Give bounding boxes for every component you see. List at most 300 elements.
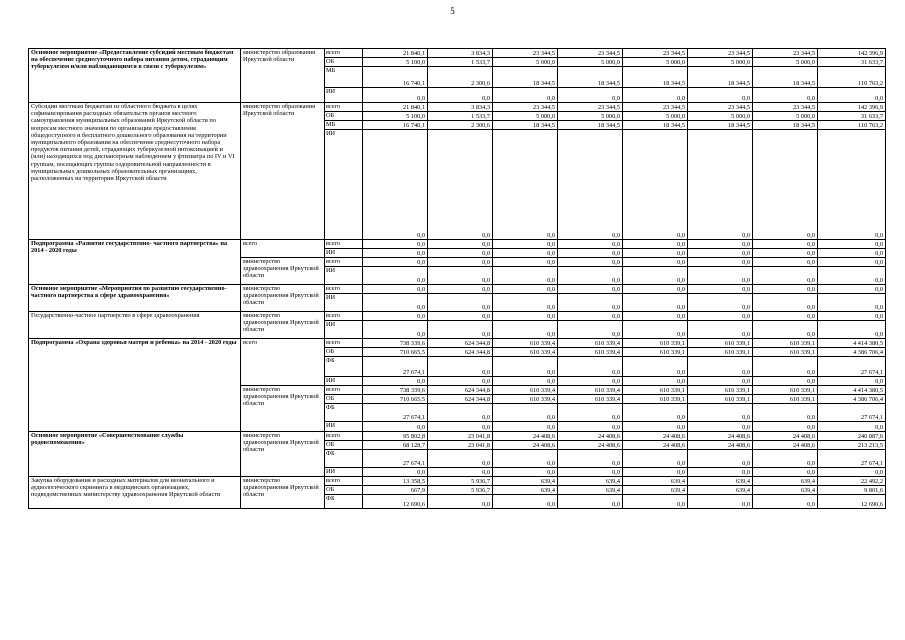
funding-source-cell: ФБ xyxy=(325,495,363,509)
funding-source-cell: ОБ xyxy=(325,441,363,450)
year-value-cell: 0,0 xyxy=(493,249,558,258)
funding-source-cell: ФБ xyxy=(325,404,363,422)
year-value-cell: 0,0 xyxy=(428,294,493,312)
year-value-cell: 610 339,4 xyxy=(493,348,558,357)
activity-name-cell: Субсидии местным бюджетам из областного бюджета в целях софинансирования расходных обязательств органов местного самоуправления муниципальных образований Иркутской области по вопросам местного значения по организации предоставления общедоступного и бесплатного дошкольного образования на территории муниципального образования на обеспечение среднесуточного набора продуктов питания детей, страдающих туберкулезной интоксикацией и (или) находящихся под диспансерным наблюдением у фтизиатра по IV и VI группам, посещающих группы оздоровительной направленности в муниципальных дошкольных образовательных организациях, расположенных на территории Иркутской области xyxy=(29,103,241,240)
year-value-cell: 710 665,5 xyxy=(363,395,428,404)
year-value-cell: 639,4 xyxy=(558,486,623,495)
year-value-cell: 0,0 xyxy=(493,377,558,386)
year-value-cell: 0,0 xyxy=(493,495,558,509)
year-value-cell: 610 339,4 xyxy=(558,395,623,404)
total-value-cell: 9 801,6 xyxy=(818,486,886,495)
year-value-cell: 0,0 xyxy=(363,285,428,294)
year-value-cell: 0,0 xyxy=(753,88,818,103)
year-value-cell: 0,0 xyxy=(623,130,688,240)
year-value-cell: 24 408,6 xyxy=(493,432,558,441)
funding-source-cell: всего xyxy=(325,432,363,441)
total-value-cell: 0,0 xyxy=(818,377,886,386)
year-value-cell: 639,4 xyxy=(493,486,558,495)
year-value-cell: 3 834,3 xyxy=(428,49,493,58)
activity-name-cell: Государственно-частное партнерство в сфере здравоохранения xyxy=(29,312,241,339)
year-value-cell: 5 000,0 xyxy=(753,112,818,121)
year-value-cell: 610 339,1 xyxy=(623,339,688,348)
year-value-cell: 21 840,1 xyxy=(363,103,428,112)
funding-source-cell: всего xyxy=(325,477,363,486)
responsible-executor-cell: всего xyxy=(241,240,325,258)
year-value-cell: 0,0 xyxy=(428,240,493,249)
year-value-cell: 610 339,1 xyxy=(623,348,688,357)
total-value-cell: 4 386 706,4 xyxy=(818,348,886,357)
year-value-cell: 0,0 xyxy=(493,258,558,267)
year-value-cell: 0,0 xyxy=(753,404,818,422)
year-value-cell: 610 339,1 xyxy=(753,339,818,348)
funding-source-cell: ИИ xyxy=(325,377,363,386)
year-value-cell: 5 100,0 xyxy=(363,112,428,121)
total-value-cell: 4 386 706,4 xyxy=(818,395,886,404)
year-value-cell: 639,4 xyxy=(493,477,558,486)
table-row xyxy=(29,339,886,348)
year-value-cell: 0,0 xyxy=(558,285,623,294)
year-value-cell: 5 000,0 xyxy=(623,112,688,121)
year-value-cell: 0,0 xyxy=(753,377,818,386)
year-value-cell: 0,0 xyxy=(363,249,428,258)
year-value-cell: 0,0 xyxy=(558,267,623,285)
total-value-cell: 0,0 xyxy=(818,422,886,432)
year-value-cell: 0,0 xyxy=(558,294,623,312)
total-value-cell: 142 396,9 xyxy=(818,103,886,112)
year-value-cell: 24 408,6 xyxy=(493,441,558,450)
year-value-cell: 0,0 xyxy=(623,404,688,422)
year-value-cell: 610 339,1 xyxy=(688,348,753,357)
year-value-cell: 0,0 xyxy=(688,450,753,468)
year-value-cell: 610 339,1 xyxy=(753,395,818,404)
year-value-cell: 0,0 xyxy=(753,267,818,285)
year-value-cell: 0,0 xyxy=(363,468,428,477)
year-value-cell: 610 339,1 xyxy=(688,395,753,404)
year-value-cell: 0,0 xyxy=(428,404,493,422)
total-value-cell: 240 887,6 xyxy=(818,432,886,441)
year-value-cell: 23 041,8 xyxy=(428,432,493,441)
year-value-cell: 624 344,8 xyxy=(428,339,493,348)
year-value-cell: 0,0 xyxy=(688,130,753,240)
year-value-cell: 0,0 xyxy=(493,321,558,339)
responsible-executor-cell: министерство здравоохранения Иркутской области xyxy=(241,386,325,432)
year-value-cell: 0,0 xyxy=(428,321,493,339)
year-value-cell: 0,0 xyxy=(428,88,493,103)
year-value-cell: 0,0 xyxy=(363,267,428,285)
year-value-cell: 24 408,6 xyxy=(558,432,623,441)
year-value-cell: 0,0 xyxy=(623,357,688,377)
year-value-cell: 610 339,4 xyxy=(558,386,623,395)
year-value-cell: 0,0 xyxy=(688,321,753,339)
year-value-cell: 5 000,0 xyxy=(558,58,623,67)
funding-source-cell: всего xyxy=(325,258,363,267)
year-value-cell: 1 533,7 xyxy=(428,58,493,67)
year-value-cell: 0,0 xyxy=(753,422,818,432)
year-value-cell: 23 344,5 xyxy=(623,103,688,112)
year-value-cell: 0,0 xyxy=(493,357,558,377)
year-value-cell: 639,4 xyxy=(558,477,623,486)
year-value-cell: 21 840,1 xyxy=(363,49,428,58)
year-value-cell: 23 344,5 xyxy=(753,103,818,112)
year-value-cell: 0,0 xyxy=(558,404,623,422)
year-value-cell: 624 344,8 xyxy=(428,386,493,395)
year-value-cell: 0,0 xyxy=(558,495,623,509)
responsible-executor-cell: министерство здравоохранения Иркутской области xyxy=(241,285,325,312)
year-value-cell: 0,0 xyxy=(363,130,428,240)
year-value-cell: 0,0 xyxy=(558,468,623,477)
funding-source-cell: ИИ xyxy=(325,130,363,240)
funding-source-cell: всего xyxy=(325,386,363,395)
year-value-cell: 18 344,5 xyxy=(558,67,623,88)
responsible-executor-cell: всего xyxy=(241,339,325,386)
year-value-cell: 2 300,6 xyxy=(428,121,493,130)
total-value-cell: 31 633,7 xyxy=(818,112,886,121)
year-value-cell: 639,4 xyxy=(753,486,818,495)
year-value-cell: 0,0 xyxy=(688,495,753,509)
year-value-cell: 5 936,7 xyxy=(428,486,493,495)
responsible-executor-cell: министерство образования Иркутской области xyxy=(241,103,325,240)
year-value-cell: 0,0 xyxy=(363,88,428,103)
year-value-cell: 24 408,6 xyxy=(558,441,623,450)
year-value-cell: 610 339,1 xyxy=(623,386,688,395)
funding-source-cell: ИИ xyxy=(325,422,363,432)
year-value-cell: 0,0 xyxy=(688,312,753,321)
year-value-cell: 0,0 xyxy=(688,249,753,258)
total-value-cell: 0,0 xyxy=(818,312,886,321)
year-value-cell: 0,0 xyxy=(623,495,688,509)
year-value-cell: 18 344,5 xyxy=(493,67,558,88)
year-value-cell: 0,0 xyxy=(428,422,493,432)
year-value-cell: 0,0 xyxy=(428,312,493,321)
year-value-cell: 18 344,5 xyxy=(688,121,753,130)
year-value-cell: 639,4 xyxy=(688,486,753,495)
year-value-cell: 0,0 xyxy=(558,312,623,321)
year-value-cell: 0,0 xyxy=(753,285,818,294)
year-value-cell: 24 408,6 xyxy=(753,432,818,441)
total-value-cell: 4 414 380,5 xyxy=(818,339,886,348)
year-value-cell: 610 339,4 xyxy=(558,339,623,348)
year-value-cell: 0,0 xyxy=(558,357,623,377)
year-value-cell: 610 339,4 xyxy=(493,339,558,348)
year-value-cell: 0,0 xyxy=(688,422,753,432)
year-value-cell: 24 408,6 xyxy=(688,441,753,450)
year-value-cell: 0,0 xyxy=(623,468,688,477)
funding-source-cell: всего xyxy=(325,240,363,249)
year-value-cell: 0,0 xyxy=(688,404,753,422)
year-value-cell: 13 358,5 xyxy=(363,477,428,486)
funding-source-cell: всего xyxy=(325,49,363,58)
year-value-cell: 0,0 xyxy=(493,404,558,422)
year-value-cell: 0,0 xyxy=(688,240,753,249)
year-value-cell: 16 740,1 xyxy=(363,121,428,130)
total-value-cell: 27 674,1 xyxy=(818,404,886,422)
year-value-cell: 18 344,5 xyxy=(558,121,623,130)
year-value-cell: 18 344,5 xyxy=(688,67,753,88)
year-value-cell: 624 344,8 xyxy=(428,395,493,404)
year-value-cell: 2 300,6 xyxy=(428,67,493,88)
year-value-cell: 0,0 xyxy=(753,130,818,240)
year-value-cell: 1 533,7 xyxy=(428,112,493,121)
year-value-cell: 0,0 xyxy=(623,312,688,321)
year-value-cell: 624 344,8 xyxy=(428,348,493,357)
total-value-cell: 110 763,2 xyxy=(818,67,886,88)
year-value-cell: 0,0 xyxy=(428,468,493,477)
year-value-cell: 0,0 xyxy=(493,468,558,477)
year-value-cell: 23 344,5 xyxy=(493,49,558,58)
total-value-cell: 0,0 xyxy=(818,249,886,258)
year-value-cell: 24 408,6 xyxy=(623,432,688,441)
year-value-cell: 0,0 xyxy=(428,285,493,294)
year-value-cell: 0,0 xyxy=(623,321,688,339)
year-value-cell: 23 344,5 xyxy=(623,49,688,58)
table-row xyxy=(29,49,886,58)
year-value-cell: 0,0 xyxy=(688,377,753,386)
year-value-cell: 639,4 xyxy=(753,477,818,486)
year-value-cell: 23 344,5 xyxy=(493,103,558,112)
year-value-cell: 23 344,5 xyxy=(558,103,623,112)
year-value-cell: 0,0 xyxy=(688,468,753,477)
year-value-cell: 610 339,4 xyxy=(558,348,623,357)
year-value-cell: 0,0 xyxy=(363,321,428,339)
year-value-cell: 0,0 xyxy=(688,267,753,285)
year-value-cell: 0,0 xyxy=(493,450,558,468)
year-value-cell: 639,4 xyxy=(623,486,688,495)
year-value-cell: 0,0 xyxy=(363,312,428,321)
total-value-cell: 213 213,5 xyxy=(818,441,886,450)
year-value-cell: 5 000,0 xyxy=(688,58,753,67)
year-value-cell: 0,0 xyxy=(753,312,818,321)
responsible-executor-cell: министерство образования Иркутской области xyxy=(241,49,325,103)
funding-source-cell: всего xyxy=(325,312,363,321)
year-value-cell: 0,0 xyxy=(688,258,753,267)
year-value-cell: 0,0 xyxy=(623,249,688,258)
funding-source-cell: ФБ xyxy=(325,357,363,377)
total-value-cell: 12 690,6 xyxy=(818,495,886,509)
year-value-cell: 0,0 xyxy=(558,422,623,432)
table-row xyxy=(29,312,886,321)
year-value-cell: 0,0 xyxy=(753,468,818,477)
funding-source-cell: всего xyxy=(325,103,363,112)
year-value-cell: 0,0 xyxy=(558,258,623,267)
year-value-cell: 0,0 xyxy=(428,249,493,258)
year-value-cell: 0,0 xyxy=(363,294,428,312)
year-value-cell: 5 000,0 xyxy=(688,112,753,121)
activity-name-cell: Основное мероприятие «Совершенствование службы родовспоможения» xyxy=(29,432,241,477)
year-value-cell: 5 000,0 xyxy=(493,112,558,121)
total-value-cell: 110 763,2 xyxy=(818,121,886,130)
year-value-cell: 18 344,5 xyxy=(623,67,688,88)
year-value-cell: 610 339,4 xyxy=(493,395,558,404)
year-value-cell: 18 344,5 xyxy=(753,67,818,88)
year-value-cell: 0,0 xyxy=(428,130,493,240)
year-value-cell: 0,0 xyxy=(428,357,493,377)
financing-table xyxy=(28,48,886,509)
activity-name-cell: Подпрограмма «Развитие государственно- частного партнерства» на 2014 - 2020 годы xyxy=(29,240,241,285)
year-value-cell: 0,0 xyxy=(363,240,428,249)
year-value-cell: 0,0 xyxy=(493,88,558,103)
year-value-cell: 0,0 xyxy=(558,130,623,240)
table-row xyxy=(29,103,886,112)
year-value-cell: 738 339,6 xyxy=(363,386,428,395)
year-value-cell: 0,0 xyxy=(753,258,818,267)
year-value-cell: 68 128,7 xyxy=(363,441,428,450)
funding-source-cell: ФБ xyxy=(325,450,363,468)
year-value-cell: 0,0 xyxy=(363,422,428,432)
year-value-cell: 0,0 xyxy=(753,240,818,249)
total-value-cell: 0,0 xyxy=(818,258,886,267)
year-value-cell: 667,9 xyxy=(363,486,428,495)
year-value-cell: 0,0 xyxy=(558,450,623,468)
table-body xyxy=(29,49,886,509)
year-value-cell: 18 344,5 xyxy=(493,121,558,130)
year-value-cell: 5 000,0 xyxy=(753,58,818,67)
year-value-cell: 23 344,5 xyxy=(688,103,753,112)
year-value-cell: 3 834,3 xyxy=(428,103,493,112)
funding-source-cell: МБ xyxy=(325,121,363,130)
activity-name-cell: Закупка оборудования и расходных материалов для неонатального и аудиологического скрининга в медицинских организациях, подведомственных министерству здравоохранения Иркутской области xyxy=(29,477,241,509)
year-value-cell: 610 339,1 xyxy=(753,348,818,357)
year-value-cell: 27 674,1 xyxy=(363,404,428,422)
funding-source-cell: ОБ xyxy=(325,486,363,495)
table-row xyxy=(29,477,886,486)
year-value-cell: 0,0 xyxy=(493,422,558,432)
year-value-cell: 0,0 xyxy=(558,88,623,103)
funding-source-cell: всего xyxy=(325,285,363,294)
year-value-cell: 18 344,5 xyxy=(753,121,818,130)
page-number: 5 xyxy=(450,6,455,16)
year-value-cell: 0,0 xyxy=(428,450,493,468)
year-value-cell: 0,0 xyxy=(753,294,818,312)
year-value-cell: 0,0 xyxy=(558,321,623,339)
total-value-cell: 0,0 xyxy=(818,285,886,294)
year-value-cell: 0,0 xyxy=(493,312,558,321)
year-value-cell: 0,0 xyxy=(363,258,428,267)
year-value-cell: 0,0 xyxy=(428,267,493,285)
total-value-cell: 0,0 xyxy=(818,267,886,285)
year-value-cell: 0,0 xyxy=(623,240,688,249)
activity-name-cell: Основное мероприятие «Предоставление субсидий местным бюджетам на обеспечение среднесуточного набора питания детям, страдающим туберкулезом и/или наблюдающимся в связи с туберкулезом» xyxy=(29,49,241,103)
responsible-executor-cell: министерство здравоохранения Иркутской области xyxy=(241,432,325,477)
year-value-cell: 24 408,6 xyxy=(753,441,818,450)
activity-name-cell: Основное мероприятие «Мероприятия по развитию государственно-частного партнерства в сфере здравоохранения» xyxy=(29,285,241,312)
year-value-cell: 0,0 xyxy=(623,294,688,312)
year-value-cell: 0,0 xyxy=(753,357,818,377)
year-value-cell: 0,0 xyxy=(623,377,688,386)
year-value-cell: 12 690,6 xyxy=(363,495,428,509)
year-value-cell: 0,0 xyxy=(558,240,623,249)
total-value-cell: 0,0 xyxy=(818,130,886,240)
funding-source-cell: ИИ xyxy=(325,294,363,312)
year-value-cell: 0,0 xyxy=(688,357,753,377)
year-value-cell: 610 339,1 xyxy=(688,339,753,348)
year-value-cell: 0,0 xyxy=(428,495,493,509)
year-value-cell: 610 339,1 xyxy=(688,386,753,395)
year-value-cell: 27 674,1 xyxy=(363,357,428,377)
total-value-cell: 0,0 xyxy=(818,240,886,249)
funding-source-cell: ОБ xyxy=(325,112,363,121)
year-value-cell: 710 665,5 xyxy=(363,348,428,357)
funding-source-cell: ИИ xyxy=(325,267,363,285)
year-value-cell: 610 339,4 xyxy=(493,386,558,395)
year-value-cell: 0,0 xyxy=(428,377,493,386)
year-value-cell: 0,0 xyxy=(493,130,558,240)
total-value-cell: 142 396,9 xyxy=(818,49,886,58)
funding-source-cell: ИИ xyxy=(325,249,363,258)
year-value-cell: 5 100,0 xyxy=(363,58,428,67)
funding-source-cell: ИИ xyxy=(325,321,363,339)
year-value-cell: 610 339,1 xyxy=(623,395,688,404)
year-value-cell: 738 339,6 xyxy=(363,339,428,348)
year-value-cell: 0,0 xyxy=(623,88,688,103)
funding-source-cell: ИИ xyxy=(325,88,363,103)
year-value-cell: 0,0 xyxy=(623,285,688,294)
year-value-cell: 0,0 xyxy=(623,258,688,267)
year-value-cell: 0,0 xyxy=(753,495,818,509)
activity-name-cell: Подпрограмма «Охрана здоровья матери и ребенка» на 2014 - 2020 годы xyxy=(29,339,241,432)
total-value-cell: 27 674,1 xyxy=(818,450,886,468)
year-value-cell: 27 674,1 xyxy=(363,450,428,468)
year-value-cell: 0,0 xyxy=(363,377,428,386)
year-value-cell: 0,0 xyxy=(623,267,688,285)
year-value-cell: 0,0 xyxy=(558,249,623,258)
responsible-executor-cell: министерство здравоохранения Иркутской области xyxy=(241,477,325,509)
total-value-cell: 0,0 xyxy=(818,88,886,103)
funding-source-cell: ОБ xyxy=(325,395,363,404)
total-value-cell: 0,0 xyxy=(818,321,886,339)
total-value-cell: 0,0 xyxy=(818,468,886,477)
funding-source-cell: ИИ xyxy=(325,468,363,477)
funding-source-cell: всего xyxy=(325,339,363,348)
funding-source-cell: ОБ xyxy=(325,58,363,67)
year-value-cell: 0,0 xyxy=(753,249,818,258)
table-row xyxy=(29,240,886,249)
year-value-cell: 0,0 xyxy=(688,294,753,312)
year-value-cell: 5 000,0 xyxy=(623,58,688,67)
responsible-executor-cell: министерство здравоохранения Иркутской области xyxy=(241,258,325,285)
total-value-cell: 4 414 380,5 xyxy=(818,386,886,395)
year-value-cell: 0,0 xyxy=(493,267,558,285)
year-value-cell: 0,0 xyxy=(688,285,753,294)
year-value-cell: 23 344,5 xyxy=(688,49,753,58)
table-row xyxy=(29,432,886,441)
year-value-cell: 0,0 xyxy=(493,294,558,312)
year-value-cell: 0,0 xyxy=(493,285,558,294)
year-value-cell: 0,0 xyxy=(753,321,818,339)
year-value-cell: 639,4 xyxy=(623,477,688,486)
year-value-cell: 0,0 xyxy=(753,450,818,468)
year-value-cell: 0,0 xyxy=(428,258,493,267)
table-row xyxy=(29,285,886,294)
total-value-cell: 0,0 xyxy=(818,294,886,312)
funding-source-cell: ОБ xyxy=(325,348,363,357)
year-value-cell: 23 344,5 xyxy=(753,49,818,58)
year-value-cell: 0,0 xyxy=(623,422,688,432)
funding-source-cell: МБ xyxy=(325,67,363,88)
year-value-cell: 23 344,5 xyxy=(558,49,623,58)
year-value-cell: 18 344,5 xyxy=(623,121,688,130)
year-value-cell: 0,0 xyxy=(493,240,558,249)
year-value-cell: 610 339,1 xyxy=(753,386,818,395)
year-value-cell: 639,4 xyxy=(688,477,753,486)
year-value-cell: 24 408,6 xyxy=(623,441,688,450)
year-value-cell: 5 000,0 xyxy=(558,112,623,121)
year-value-cell: 5 936,7 xyxy=(428,477,493,486)
total-value-cell: 22 492,2 xyxy=(818,477,886,486)
year-value-cell: 0,0 xyxy=(623,450,688,468)
total-value-cell: 27 674,1 xyxy=(818,357,886,377)
year-value-cell: 16 740,1 xyxy=(363,67,428,88)
